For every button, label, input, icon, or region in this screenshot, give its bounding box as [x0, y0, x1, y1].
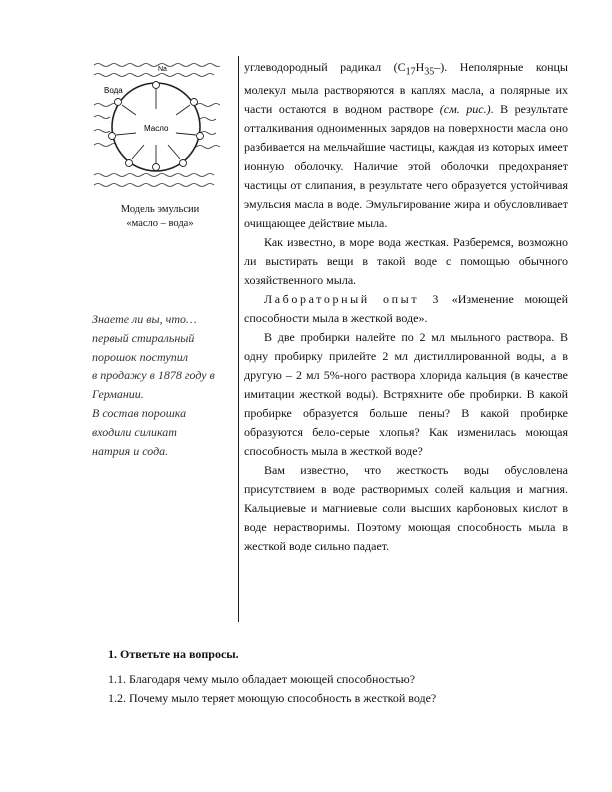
water-wave [94, 184, 214, 187]
water-wave [200, 118, 216, 121]
emulsion-figure [92, 55, 220, 195]
emulsion-diagram [92, 55, 220, 195]
lab-experiment-heading: Лабораторный опыт 3 «Изменение моющей способности мыла в жесткой воде». [244, 292, 568, 326]
water-wave [94, 104, 118, 107]
soap-head [191, 99, 198, 106]
water-wave [196, 104, 220, 107]
soap-head [197, 133, 204, 140]
label-maslo: Масло [144, 124, 169, 133]
paragraph-emulsion: углеводородный радикал $(C_{17}H_{35}-)$. Неполярные концы молекул мыла растворяются в каплях масла, а полярные их части остаются в водном растворе (см. рис.). В результате отталкивания одноименных зарядов на поверхности масла оно разбивается на мельчайшие частицы, каждая из которых имеет ионную оболочку. Наличие этой оболочки предохраняет частицы от слипания, в результате чего образуется устойчивая эмульсия масла в воде. Эмульгирование жира и обусловливает очищающее действие мыла. [244, 60, 568, 231]
water-wave [94, 174, 214, 177]
questions-title: 1. Ответьте на вопросы. [108, 647, 239, 661]
water-wave [196, 146, 220, 149]
paragraph-lab-steps: В две пробирки налейте по 2 мл мыльного раствора. В одну пробирку прилейте 2 мл дистиллированной воды, а в другую – 2 мл 5%-ного раствора хлорида кальция (в качестве имитации жесткой воды). Встряхните обе пробирки. В какой пробирке образуется больше пены? В какой пробирке образуются бело-серые хлопья? Как изменилась моющая способность мыла в жесткой воде? [244, 330, 568, 459]
water-wave [94, 74, 214, 77]
questions-section [108, 645, 578, 708]
sidebar-did-you-know: Знаете ли вы, что… первый стиральный порошок поступил в продажу в 1878 году в Германии. В состав порошка входили силикат натрия и сода. [92, 312, 215, 458]
figure-caption: Модель эмульсии «масло – вода» [120, 204, 200, 229]
soap-head [126, 160, 133, 167]
soap-head [153, 164, 160, 171]
soap-head [180, 160, 187, 167]
water-wave [94, 130, 110, 133]
paragraph-sea-water: Как известно, в море вода жесткая. Разберемся, возможно ли выстирать вещи в такой воде с помощью обычного хозяйственного мыла. [244, 235, 568, 288]
soap-head [109, 133, 116, 140]
label-voda: Вода [104, 86, 123, 95]
question-1-1: 1.1. Благодаря чему мыло обладает моющей способностью? [108, 672, 416, 686]
paragraph-hardness: Вам известно, что жесткость воды обусловлена присутствием в воде растворимых солей кальция и магния. Кальциевые и магниевые соли высших карбоновых кислот в воде нерастворимы. Поэтому моющая способность мыла в жесткой воде сильно падает. [244, 463, 568, 554]
water-wave [94, 116, 110, 119]
soap-head [153, 82, 160, 89]
question-1-2: 1.2. Почему мыло теряет моющую способность в жесткой воде? [108, 691, 437, 705]
water-wave [94, 64, 220, 67]
water-wave [94, 144, 118, 147]
soap-head [115, 99, 122, 106]
label-na: Na [158, 66, 167, 73]
main-text-column [244, 58, 568, 556]
